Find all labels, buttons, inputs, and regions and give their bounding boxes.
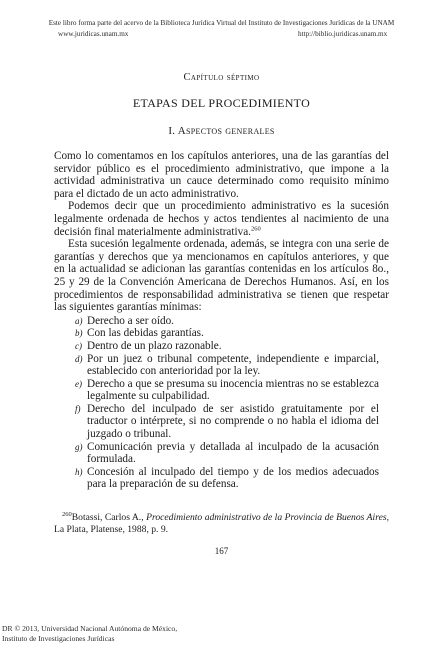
header-notice: Este libro forma parte del acervo de la Biblioteca Jurídica Virtual del Instituto de Investigaciones Jurídicas de la UNAM [48,19,395,27]
list-item-label: g) [75,441,83,452]
list-item [54,340,389,353]
header-link-biblio[interactable]: http://biblio.juridicas.unam.mx [298,30,388,38]
list-item [54,378,389,403]
header-link-juridicas[interactable]: www.juridicas.unam.mx [58,30,129,38]
list-item-text: Concesión al inculpado del tiempo y de los medios adecuados para la preparación de su defensa. [87,465,379,491]
paragraph-2 [54,200,389,238]
footnote-rest: , La Plata, Platense, 1988, p. 9. [54,512,389,536]
paragraph-1: Como lo comentamos en los capítulos anteriores, una de las garantías del servidor público es el procedimiento administrativo, que impone a la actividad administrativa un cauce determinado como requisito mínimo para el dictado de un acto administrativo. [54,150,389,200]
list-item [54,441,389,466]
body-text [54,150,389,491]
guarantees-list [54,315,389,491]
list-item-label: c) [75,340,82,351]
page-number: 167 [214,546,229,556]
footnote-author: Botassi, Carlos A., [71,512,144,523]
list-item-text: Comunicación previa y detallada al inculpado de la acusación formulada. [87,440,379,466]
list-item-label: a) [75,315,83,326]
footnote [54,512,389,537]
list-item-text: Con las debidas garantías. [87,327,204,340]
list-item-text: Derecho del inculpado de ser asistido gratuitamente por el traductor o intérprete, si no comprende o no habla el idioma del juzgado o tribunal. [87,402,379,441]
list-item [54,315,389,328]
list-item [54,327,389,340]
section-heading: I. Aspectos generales [168,125,275,137]
paragraph-3: Esta sucesión legalmente ordenada, además, se integra con una serie de garantías y derechos que ya mencionamos en capítulos anteriores, y que en la actualidad se adicionan las garantías contenidas en los artículos 8o., 25 y 29 de la Convención Americana de Derechos Humanos. Así, en los procedimientos de responsabilidad administrativa se tienen que respetar las siguientes garantías mínimas: [54,238,389,314]
list-item-label: d) [75,353,83,364]
paragraph-2-text: Podemos decir que un procedimiento administrativo es la sucesión legalmente ordenada de hechos y actos tendientes al nacimiento de una decisión final materialmente administrativa. [54,200,389,238]
page-title: ETAPAS DEL PROCEDIMIENTO [132,96,311,110]
footnote-title: Procedimiento administrativo de la Provincia de Buenos Aires [146,512,387,523]
footer-line-2: Instituto de Investigaciones Jurídicas [2,634,115,643]
list-item-text: Por un juez o tribunal competente, independiente e imparcial, establecido con anterioridad por la ley. [87,352,379,378]
list-item [54,403,389,441]
copyright-footer [2,624,177,644]
list-item-label: h) [75,466,83,477]
chapter-heading: Capítulo séptimo [183,72,260,83]
list-item-label: b) [75,328,83,339]
list-item-label: f) [75,403,81,414]
list-item-text: Derecho a ser oído. [87,314,174,327]
list-item-text: Dentro de un plazo razonable. [87,339,222,352]
list-item-text: Derecho a que se presuma su inocencia mientras no se establezca legalmente su culpabilidad. [87,377,379,403]
list-item [54,353,389,378]
list-item-label: e) [75,378,82,389]
list-item [54,466,389,491]
footer-line-1: DR © 2013, Universidad Nacional Autónoma de México, [2,624,178,633]
footnote-ref[interactable]: 260 [250,224,261,232]
footnote-number: 260 [62,510,72,518]
